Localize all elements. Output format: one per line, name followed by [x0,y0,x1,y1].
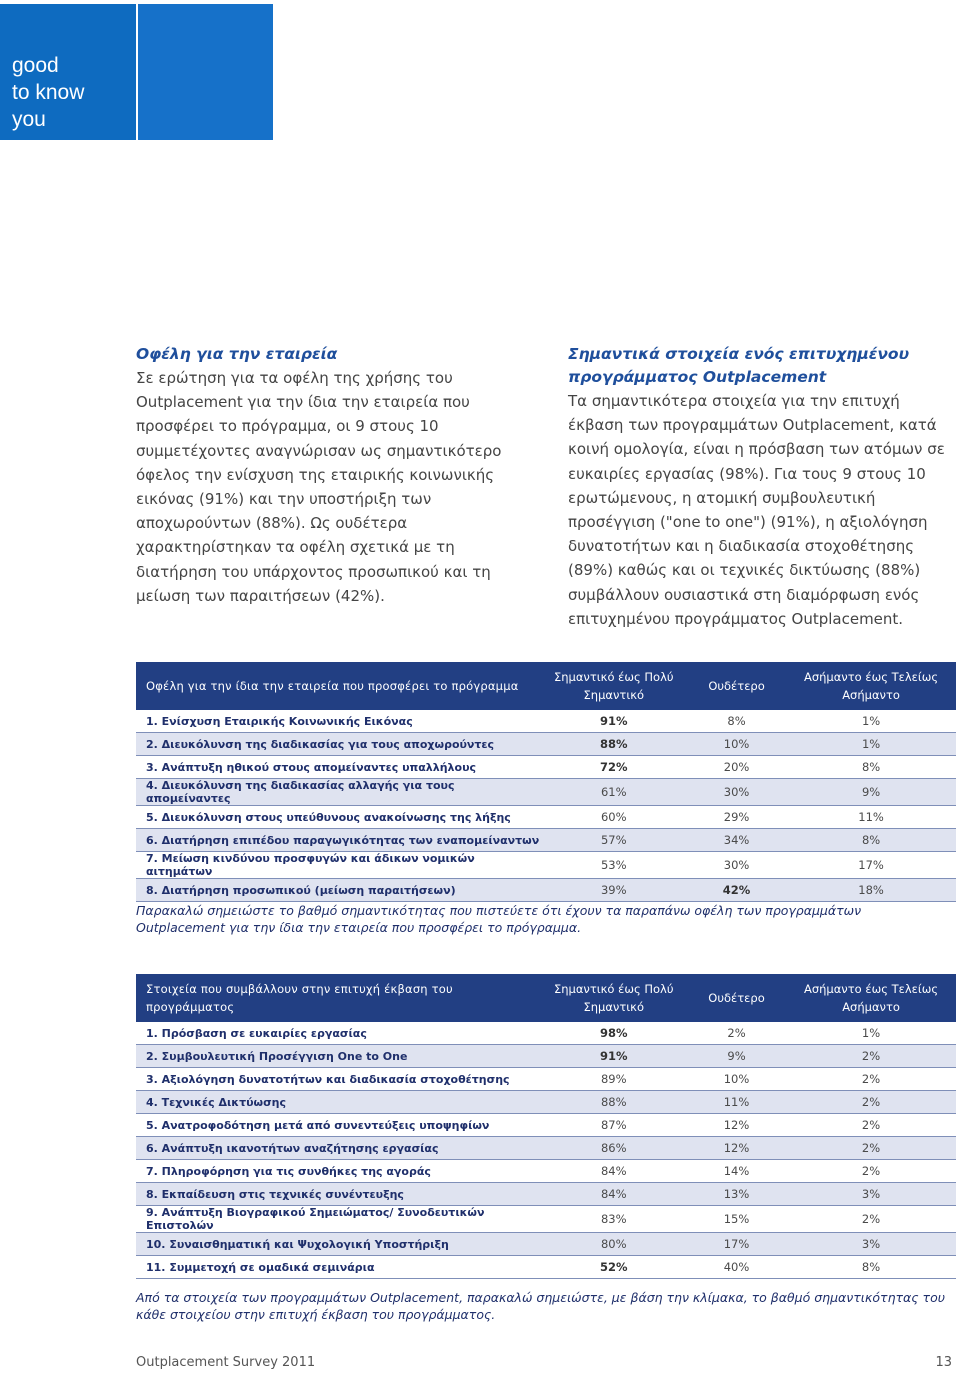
value-neutral: 34% [687,829,786,852]
value-important: 87% [541,1114,687,1137]
row-label: 1. Πρόσβαση σε ευκαιρίες εργασίας [136,1022,541,1045]
value-important: 88% [541,733,687,756]
value-neutral: 14% [687,1160,786,1183]
footer-title: Outplacement Survey 2011 [136,1355,316,1370]
table-header-row [136,974,956,1022]
value-important: 72% [541,756,687,779]
row-label: 2. Συμβουλευτική Προσέγγιση One to One [136,1045,541,1068]
value-important: 86% [541,1137,687,1160]
table-row [136,1091,956,1114]
value-unimportant: 11% [786,806,956,829]
value-neutral: 20% [687,756,786,779]
row-label: 2. Διευκόλυνση της διαδικασίας για τους αποχωρούντες [136,733,541,756]
table-row [136,1183,956,1206]
row-label: 8. Διατήρηση προσωπικού (μείωση παραιτήσεων) [136,879,541,902]
success-elements-table [136,974,956,1279]
section-heading: Οφέλη για την εταιρεία [136,345,338,363]
value-unimportant: 1% [786,710,956,733]
column-header: Στοιχεία που συμβάλλουν στην επιτυχή έκβαση του προγράμματος [136,974,541,1022]
value-neutral: 10% [687,733,786,756]
row-label: 11. Συμμετοχή σε ομαδικά σεμινάρια [136,1256,541,1279]
table-note: Από τα στοιχεία των προγραμμάτων Outplacement, παρακαλώ σημειώστε, με βάση την κλίμακα, το βαθμό σημαντικότητας του κάθε στοιχείου στην επιτυχή έκβαση του προγράμματος. [136,1290,945,1322]
tagline [12,52,84,133]
section-body: Τα σημαντικότερα στοιχεία για την επιτυχή έκβαση των προγραμμάτων Outplacement, κατά κοινή ομολογία, είναι η πρόσβαση των ατόμων σε ευκαιρίες εργασίας (98%). Για τους 9 στους 10 ερωτώμενους, η ατομική συμβουλευτική προσέγγιση ("one to one") (91%), η αξιολόγηση δυνατοτήτων και η διαδικασία στοχοθέτησης (89%) καθώς και οι τεχνικές δικτύωσης (88%) συμβάλλουν ουσιαστικά στη διαμόρφωση ενός επιτυχημένου προγράμματος Outplacement. [568,392,945,628]
value-unimportant: 1% [786,733,956,756]
column-header: Σημαντικό έως Πολύ Σημαντικό [541,662,687,710]
row-label: 7. Πληροφόρηση για τις συνθήκες της αγοράς [136,1160,541,1183]
decorative-tile [138,4,273,140]
value-unimportant: 8% [786,829,956,852]
value-important: 98% [541,1022,687,1045]
column-header: Σημαντικό έως Πολύ Σημαντικό [541,974,687,1022]
value-unimportant: 2% [786,1114,956,1137]
value-neutral: 12% [687,1114,786,1137]
row-label: 9. Ανάπτυξη Βιογραφικού Σημειώματος/ Συνοδευτικών Επιστολών [136,1206,541,1233]
table-body [136,710,956,902]
value-important: 60% [541,806,687,829]
row-label: 3. Ανάπτυξη ηθικού στους απομείναντες υπαλλήλους [136,756,541,779]
value-important: 84% [541,1160,687,1183]
success-elements-section [568,343,953,631]
table-row [136,1256,956,1279]
row-label: 4. Διευκόλυνση της διαδικασίας αλλαγής για τους απομείναντες [136,779,541,806]
value-unimportant: 9% [786,779,956,806]
table-row [136,1114,956,1137]
column-header: Ασήμαντο έως Τελείως Ασήμαντο [786,662,956,710]
value-neutral: 30% [687,779,786,806]
value-neutral: 42% [687,879,786,902]
table-row [136,1045,956,1068]
value-important: 83% [541,1206,687,1233]
value-unimportant: 1% [786,1022,956,1045]
value-neutral: 30% [687,852,786,879]
row-label: 10. Συναισθηματική και Ψυχολογική Υποστήριξη [136,1233,541,1256]
value-neutral: 15% [687,1206,786,1233]
value-important: 57% [541,829,687,852]
value-unimportant: 2% [786,1068,956,1091]
table-row [136,1068,956,1091]
value-unimportant: 3% [786,1233,956,1256]
column-header: Οφέλη για την ίδια την εταιρεία που προσφέρει το πρόγραμμα [136,662,541,710]
table-row [136,733,956,756]
value-unimportant: 2% [786,1206,956,1233]
value-neutral: 29% [687,806,786,829]
value-important: 84% [541,1183,687,1206]
column-header: Ασήμαντο έως Τελείως Ασήμαντο [786,974,956,1022]
value-unimportant: 17% [786,852,956,879]
table-row [136,1206,956,1233]
value-unimportant: 2% [786,1091,956,1114]
value-neutral: 12% [687,1137,786,1160]
value-important: 89% [541,1068,687,1091]
row-label: 6. Ανάπτυξη ικανοτήτων αναζήτησης εργασίας [136,1137,541,1160]
section-body: Σε ερώτηση για τα οφέλη της χρήσης του Outplacement για την ίδια την εταιρεία που προσφέρει το πρόγραμμα, οι 9 στους 10 συμμετέχοντες αναγνώρισαν ως σημαντικότερο όφελος την ενίσχυση της εταιρικής κοινωνικής εικόνας (91%) και την υποστήριξη των αποχωρούντων (88%). Ως ουδέτερα χαρακτηρίστηκαν τα οφέλη σχετικά με τη διατήρηση του υπάρχοντος προσωπικού και τη μείωση των παραιτήσεων (42%). [136,369,502,605]
value-important: 91% [541,1045,687,1068]
tagline-line: to know [12,81,85,104]
value-neutral: 8% [687,710,786,733]
value-important: 80% [541,1233,687,1256]
value-neutral: 17% [687,1233,786,1256]
value-important: 88% [541,1091,687,1114]
tagline-line: you [12,108,46,131]
benefits-table [136,662,956,902]
section-heading: Σημαντικά στοιχεία ενός επιτυχημένου προγράμματος Outplacement [568,345,910,386]
column-header: Ουδέτερο [687,974,786,1022]
row-label: 5. Διευκόλυνση στους υπεύθυνους ανακοίνωσης της λήξης [136,806,541,829]
value-important: 91% [541,710,687,733]
value-neutral: 11% [687,1091,786,1114]
table-row [136,806,956,829]
table-row [136,829,956,852]
tagline-line: good [12,54,59,77]
table-row [136,1137,956,1160]
value-important: 61% [541,779,687,806]
table-row [136,1160,956,1183]
value-unimportant: 2% [786,1045,956,1068]
table-note: Παρακαλώ σημειώστε το βαθμό σημαντικότητας που πιστεύετε ότι έχουν τα παραπάνω οφέλη των προγραμμάτων Outplacement για την ίδια την εταιρεία που προσφέρει το πρόγραμμα. [136,903,862,935]
table-row [136,1022,956,1045]
value-unimportant: 8% [786,756,956,779]
value-neutral: 2% [687,1022,786,1045]
table-row [136,879,956,902]
value-unimportant: 2% [786,1137,956,1160]
table-body [136,1022,956,1279]
column-header: Ουδέτερο [687,662,786,710]
row-label: 6. Διατήρηση επιπέδου παραγωγικότητας των εναπομείναντων [136,829,541,852]
value-unimportant: 8% [786,1256,956,1279]
value-important: 52% [541,1256,687,1279]
brand-tile [0,4,136,140]
row-label: 7. Μείωση κινδύνου προσφυγών και άδικων νομικών αιτημάτων [136,852,541,879]
value-important: 39% [541,879,687,902]
row-label: 1. Ενίσχυση Εταιρικής Κοινωνικής Εικόνας [136,710,541,733]
value-unimportant: 2% [786,1160,956,1183]
table-row [136,779,956,806]
benefits-section [136,343,516,608]
table-row [136,1233,956,1256]
value-unimportant: 18% [786,879,956,902]
value-neutral: 9% [687,1045,786,1068]
table-row [136,852,956,879]
value-neutral: 13% [687,1183,786,1206]
value-neutral: 40% [687,1256,786,1279]
value-unimportant: 3% [786,1183,956,1206]
value-important: 53% [541,852,687,879]
row-label: 5. Ανατροφοδότηση μετά από συνεντεύξεις υποψηφίων [136,1114,541,1137]
row-label: 3. Αξιολόγηση δυνατοτήτων και διαδικασία στοχοθέτησης [136,1068,541,1091]
table-row [136,756,956,779]
row-label: 8. Εκπαίδευση στις τεχνικές συνέντευξης [136,1183,541,1206]
page-number: 13 [935,1355,952,1370]
row-label: 4. Τεχνικές Δικτύωσης [136,1091,541,1114]
table-row [136,710,956,733]
table-header-row [136,662,956,710]
value-neutral: 10% [687,1068,786,1091]
